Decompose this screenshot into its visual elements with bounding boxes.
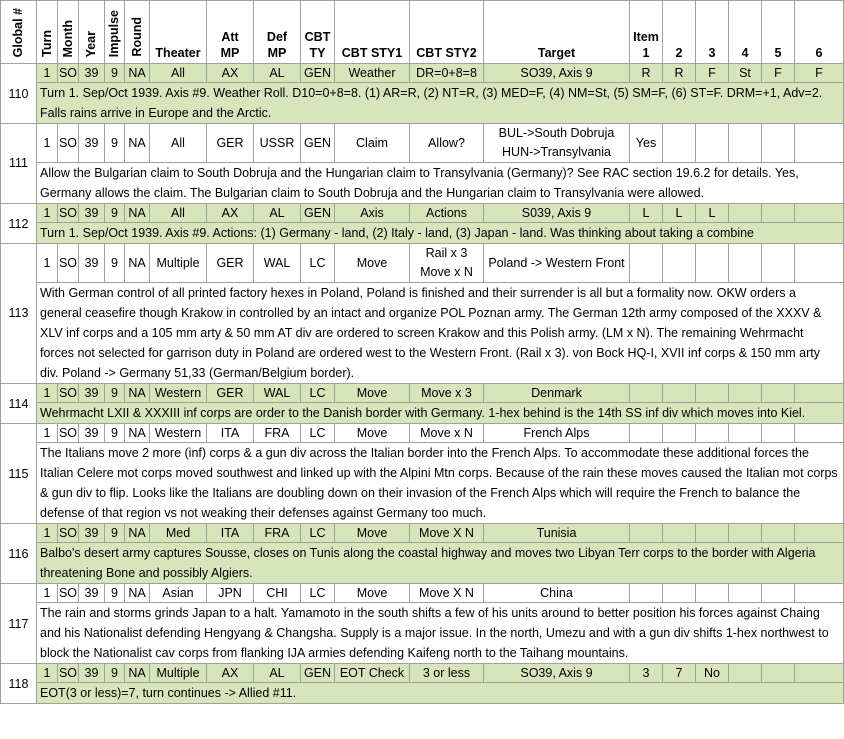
note-text: With German control of all printed factory hexes in Poland, Poland is finished and their surrender is all but a formality now. OKW orders a general ceasefire though Krakow in controlled by an intact and organize POL Poznan army. The German 12th army composed of the XXXV & XLV inf corps and a 105 mm arty & 50 mm AT div are ordered to screen Krakow and this Polish army. (LM x N). The remaining Wehrmacht forces not selected for garrison duty in Poland are ordered west to the Western Front. (Rail x 3). von Bock HQ-I, XVII inf corps & 150 mm arty div. Poland -> Germany 51,33 (German/Belgium border). [37,283,844,384]
cell-def-mp: AL [254,204,301,223]
header-item-5: 5 [762,1,795,64]
cell-item-3: No [696,664,729,683]
cell-month: SO [58,584,79,603]
cell-round: NA [125,424,150,443]
header-item-3: 3 [696,1,729,64]
cell-target: Tunisia [484,524,630,543]
cell-item-3: L [696,204,729,223]
cell-cbt-sty1: Weather [335,64,410,83]
cell-item-4: St [729,64,762,83]
cell-item-1 [630,424,663,443]
header-impulse: Impulse [105,1,125,64]
cell-year: 39 [79,64,105,83]
cell-theater: Multiple [150,664,207,683]
cell-item-2 [663,124,696,163]
cell-item-1: L [630,204,663,223]
note-text: EOT(3 or less)=7, turn continues -> Allied #11. [37,683,844,704]
cell-def-mp: FRA [254,524,301,543]
cell-item-2: R [663,64,696,83]
table-row [1,664,844,683]
cell-turn: 1 [37,204,58,223]
cell-item-2: L [663,204,696,223]
cell-item-5 [762,244,795,283]
cell-round: NA [125,244,150,283]
note-text: Turn 1. Sep/Oct 1939. Axis #9. Actions: (1) Germany - land, (2) Italy - land, (3) Japan - land. Was thinking about taking a combine [37,223,844,244]
cell-item-1 [630,584,663,603]
cell-cbt-sty2: Move X N [410,584,484,603]
note-text: The Italians move 2 more (inf) corps & a gun div across the Italian border into the French Alps. To accommodate these additional forces the Italian Celere mot corps moved southwest and linked up with the Alpini Mtn corps. Because of the rain these moves caused the Italian mot corps & gun div to flip. Looks like the Italians are doubling down on their invasion of the French Alps which will require the French to balance the defense of that region vs not weaking their defenses against Germany too much. [37,443,844,524]
cell-item-4 [729,584,762,603]
cell-item-3 [696,424,729,443]
table-row [1,204,844,223]
cell-turn: 1 [37,584,58,603]
header-item-4: 4 [729,1,762,64]
cell-att-mp: ITA [207,524,254,543]
cell-cbt-ty: GEN [301,64,335,83]
cell-cbt-sty1: Move [335,424,410,443]
note-row [1,283,844,384]
cell-item-2 [663,524,696,543]
header-item-1: Item 1 [630,1,663,64]
cell-target: Poland -> Western Front [484,244,630,283]
cell-round: NA [125,664,150,683]
cell-item-4 [729,244,762,283]
cell-year: 39 [79,124,105,163]
cell-att-mp: JPN [207,584,254,603]
header-round: Round [125,1,150,64]
header-cbt-sty2: CBT STY2 [410,1,484,64]
cell-item-5 [762,424,795,443]
cell-turn: 1 [37,524,58,543]
cell-item-1 [630,524,663,543]
cell-cbt-sty1: Move [335,584,410,603]
cell-month: SO [58,664,79,683]
cell-month: SO [58,204,79,223]
cell-def-mp: AL [254,64,301,83]
cell-cbt-sty1: EOT Check [335,664,410,683]
cell-item-6: F [795,64,844,83]
cell-cbt-sty1: Claim [335,124,410,163]
cell-impulse: 9 [105,584,125,603]
note-row [1,543,844,584]
cell-item-2 [663,244,696,283]
cell-cbt-sty2: Allow? [410,124,484,163]
cell-target: Denmark [484,384,630,403]
cell-att-mp: ITA [207,424,254,443]
note-text: Balbo's desert army captures Sousse, closes on Tunis along the coastal highway and moves two Libyan Terr corps to the border with Algeria threatening Bone and possibly Algiers. [37,543,844,584]
cell-impulse: 9 [105,64,125,83]
note-row [1,83,844,124]
cell-impulse: 9 [105,244,125,283]
cell-item-1: R [630,64,663,83]
global-number: 112 [1,204,37,244]
cell-theater: Western [150,424,207,443]
cell-turn: 1 [37,664,58,683]
cell-target: French Alps [484,424,630,443]
cell-cbt-ty: LC [301,384,335,403]
cell-impulse: 9 [105,384,125,403]
cell-item-5 [762,204,795,223]
cell-att-mp: AX [207,64,254,83]
cell-impulse: 9 [105,664,125,683]
cell-theater: Med [150,524,207,543]
cell-item-3 [696,524,729,543]
cell-year: 39 [79,664,105,683]
cell-item-6 [795,204,844,223]
cell-round: NA [125,204,150,223]
cell-turn: 1 [37,124,58,163]
cell-turn: 1 [37,64,58,83]
cell-item-5: F [762,64,795,83]
cell-def-mp: FRA [254,424,301,443]
cell-impulse: 9 [105,424,125,443]
cell-def-mp: CHI [254,584,301,603]
cell-item-5 [762,524,795,543]
global-number: 111 [1,124,37,204]
cell-item-6 [795,124,844,163]
header-row [1,1,844,64]
cell-round: NA [125,64,150,83]
cell-item-6 [795,664,844,683]
cell-target: S039, Axis 9 [484,204,630,223]
cell-theater: Western [150,384,207,403]
cell-item-1: 3 [630,664,663,683]
cell-item-6 [795,424,844,443]
cell-item-1 [630,384,663,403]
cell-cbt-sty2: DR=0+8=8 [410,64,484,83]
header-cbt-ty: CBT TY [301,1,335,64]
global-number: 117 [1,584,37,664]
cell-turn: 1 [37,384,58,403]
cell-item-4 [729,664,762,683]
note-row [1,163,844,204]
cell-def-mp: WAL [254,384,301,403]
header-item-2: 2 [663,1,696,64]
cell-att-mp: AX [207,204,254,223]
note-row [1,443,844,524]
cell-item-1: Yes [630,124,663,163]
cell-item-3: F [696,64,729,83]
note-text: Wehrmacht LXII & XXXIII inf corps are order to the Danish border with Germany. 1-hex behind is the 14th SS inf div which moves into Kiel. [37,403,844,424]
cell-theater: All [150,124,207,163]
cell-cbt-ty: LC [301,524,335,543]
cell-cbt-ty: GEN [301,204,335,223]
cell-item-6 [795,584,844,603]
cell-turn: 1 [37,424,58,443]
global-number: 115 [1,424,37,524]
table-row [1,244,844,283]
cell-turn: 1 [37,244,58,283]
cell-impulse: 9 [105,204,125,223]
cell-item-1 [630,244,663,283]
cell-year: 39 [79,524,105,543]
cell-item-4 [729,524,762,543]
cell-year: 39 [79,244,105,283]
header-def-mp: Def MP [254,1,301,64]
cell-cbt-ty: GEN [301,124,335,163]
cell-round: NA [125,524,150,543]
cell-year: 39 [79,384,105,403]
header-target: Target [484,1,630,64]
cell-item-5 [762,124,795,163]
cell-item-6 [795,244,844,283]
cell-item-3 [696,384,729,403]
cell-theater: Asian [150,584,207,603]
cell-att-mp: GER [207,244,254,283]
cell-year: 39 [79,424,105,443]
header-att-mp: Att MP [207,1,254,64]
header-theater: Theater [150,1,207,64]
cell-year: 39 [79,584,105,603]
cell-item-5 [762,584,795,603]
cell-month: SO [58,384,79,403]
table-row [1,584,844,603]
cell-cbt-ty: GEN [301,664,335,683]
cell-item-5 [762,384,795,403]
cell-cbt-sty2: Move x N [410,424,484,443]
note-row [1,403,844,424]
cell-att-mp: AX [207,664,254,683]
cell-theater: Multiple [150,244,207,283]
cell-cbt-ty: LC [301,584,335,603]
cell-cbt-sty1: Axis [335,204,410,223]
cell-cbt-sty2: 3 or less [410,664,484,683]
cell-cbt-sty2: Move x 3 [410,384,484,403]
cell-target: China [484,584,630,603]
cell-att-mp: GER [207,384,254,403]
cell-month: SO [58,524,79,543]
cell-def-mp: USSR [254,124,301,163]
global-number: 118 [1,664,37,704]
cell-item-3 [696,244,729,283]
global-number: 114 [1,384,37,424]
note-text: The rain and storms grinds Japan to a halt. Yamamoto in the south shifts a few of his units around to better position his forces against Chaing and his Nationalist defending Hengyang & Changsha. Supply is a major issue. In the north, Umezu and with a gun div shifts 1-hex northwest to block the Nationalist cav corps from flanking IJA armies defending Kaifeng north to the Taihang mountains. [37,603,844,664]
note-text: Allow the Bulgarian claim to South Dobruja and the Hungarian claim to Transylvania (Germany)? See RAC section 19.6.2 for details. Yes, Germany allows the claim. The Bulgarian claim to South Dobruja and the Hungarian claim to Transylvania were allowed. [37,163,844,204]
cell-impulse: 9 [105,124,125,163]
cell-item-2: 7 [663,664,696,683]
header-year: Year [79,1,105,64]
cell-theater: All [150,64,207,83]
cell-item-4 [729,124,762,163]
cell-item-6 [795,384,844,403]
cell-cbt-sty1: Move [335,524,410,543]
cell-item-3 [696,124,729,163]
global-number: 113 [1,244,37,384]
cell-cbt-sty1: Move [335,384,410,403]
header-item-6: 6 [795,1,844,64]
cell-year: 39 [79,204,105,223]
cell-month: SO [58,244,79,283]
cell-item-4 [729,384,762,403]
cell-cbt-sty2: Rail x 3 Move x N [410,244,484,283]
cell-month: SO [58,64,79,83]
cell-month: SO [58,124,79,163]
cell-target: SO39, Axis 9 [484,64,630,83]
table-row [1,424,844,443]
cell-item-2 [663,424,696,443]
cell-def-mp: WAL [254,244,301,283]
cell-item-2 [663,384,696,403]
cell-cbt-sty2: Move X N [410,524,484,543]
header-global: Global # [1,1,37,64]
cell-target: SO39, Axis 9 [484,664,630,683]
header-month: Month [58,1,79,64]
cell-cbt-sty2: Actions [410,204,484,223]
cell-item-6 [795,524,844,543]
table-row [1,124,844,163]
cell-target: BUL->South Dobruja HUN->Transylvania [484,124,630,163]
note-text: Turn 1. Sep/Oct 1939. Axis #9. Weather Roll. D10=0+8=8. (1) AR=R, (2) NT=R, (3) MED=F, (4) NM=St, (5) SM=F, (6) ST=F. DRM=+1, Adv=2. Falls rains arrive in Europe and the Arctic. [37,83,844,124]
header-cbt-sty1: CBT STY1 [335,1,410,64]
cell-att-mp: GER [207,124,254,163]
global-number: 110 [1,64,37,124]
cell-cbt-ty: LC [301,244,335,283]
table-row [1,524,844,543]
note-row [1,683,844,704]
cell-impulse: 9 [105,524,125,543]
cell-item-5 [762,664,795,683]
cell-round: NA [125,584,150,603]
table-row [1,64,844,83]
table-row [1,384,844,403]
cell-month: SO [58,424,79,443]
cell-cbt-sty1: Move [335,244,410,283]
cell-item-3 [696,584,729,603]
cell-round: NA [125,384,150,403]
cell-item-4 [729,424,762,443]
note-row [1,223,844,244]
global-number: 116 [1,524,37,584]
note-row [1,603,844,664]
cell-def-mp: AL [254,664,301,683]
cell-item-4 [729,204,762,223]
cell-theater: All [150,204,207,223]
header-turn: Turn [37,1,58,64]
cell-item-2 [663,584,696,603]
cell-cbt-ty: LC [301,424,335,443]
cell-round: NA [125,124,150,163]
